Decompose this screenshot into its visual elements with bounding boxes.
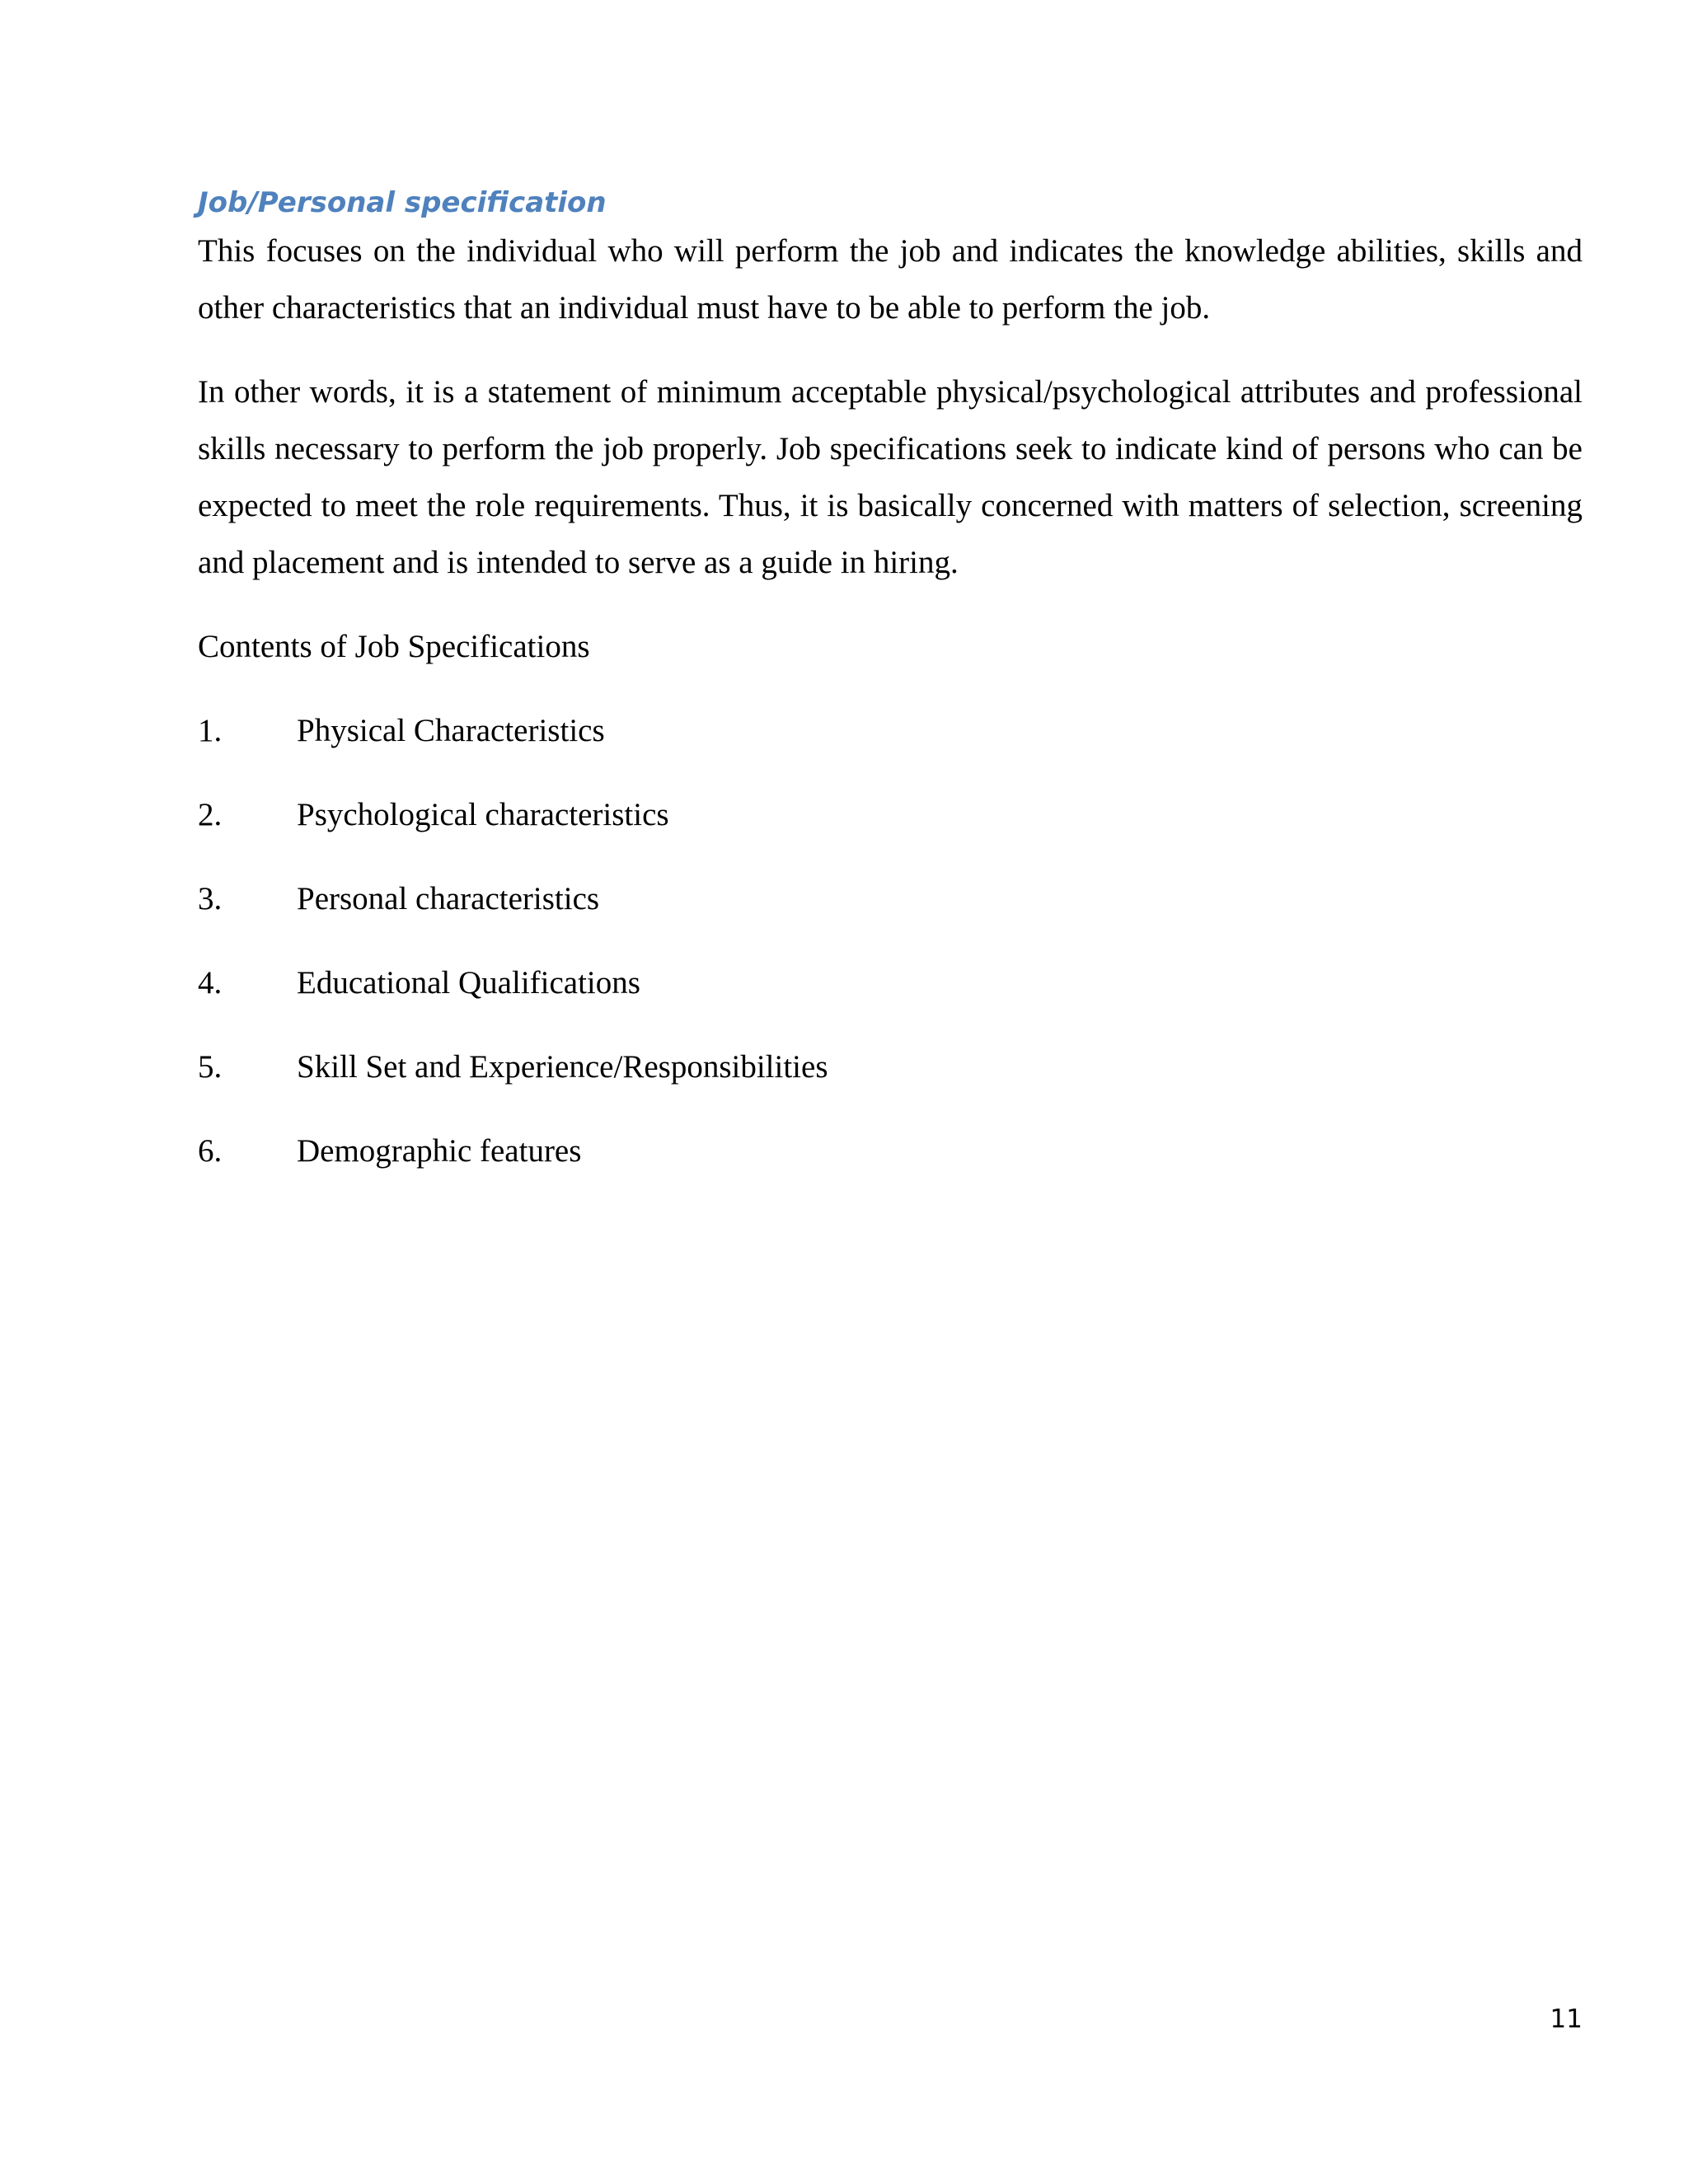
list-item-text: Demographic features — [297, 1133, 582, 1169]
list-item — [198, 702, 1582, 759]
list-item-text: Personal characteristics — [297, 881, 600, 916]
list-item — [198, 786, 1582, 843]
list-item-text: Educational Qualifications — [297, 965, 640, 1001]
list-item-number: 6. — [198, 1133, 223, 1169]
list-item-text: Psychological characteristics — [297, 797, 669, 832]
page-number: 11 — [1550, 2004, 1582, 2034]
section-heading: Job/Personal specification — [198, 186, 607, 219]
paragraph-intro: This focuses on the individual who will perform the job and indicates the knowledge abilities, skills and other characteristics that an individual must have to be able to perform the job. — [198, 233, 1582, 326]
list-item-number: 1. — [198, 713, 223, 748]
list-title: Contents of Job Specifications — [198, 629, 590, 664]
paragraph-definition: In other words, it is a statement of minimum acceptable physical/psychological attributes and professional skills necessary to perform the job properly. Job specifications seek to indicate kind of persons who can be expected to meet the role requirements. Thus, it is basically concerned with matters of selection, screening and placement and is intended to serve as a guide in hiring. — [198, 374, 1582, 580]
list-item — [198, 954, 1582, 1011]
list-item-number: 2. — [198, 797, 223, 832]
list-item-number: 5. — [198, 1049, 223, 1085]
list-item — [198, 1038, 1582, 1095]
list-item-number: 4. — [198, 965, 223, 1001]
list-item-text: Physical Characteristics — [297, 713, 605, 748]
list-item-text: Skill Set and Experience/Responsibilities — [297, 1049, 828, 1085]
list-item — [198, 870, 1582, 927]
contents-list — [198, 702, 1582, 1179]
list-item-number: 3. — [198, 881, 223, 916]
page-content — [198, 183, 1582, 1207]
list-item — [198, 1122, 1582, 1179]
